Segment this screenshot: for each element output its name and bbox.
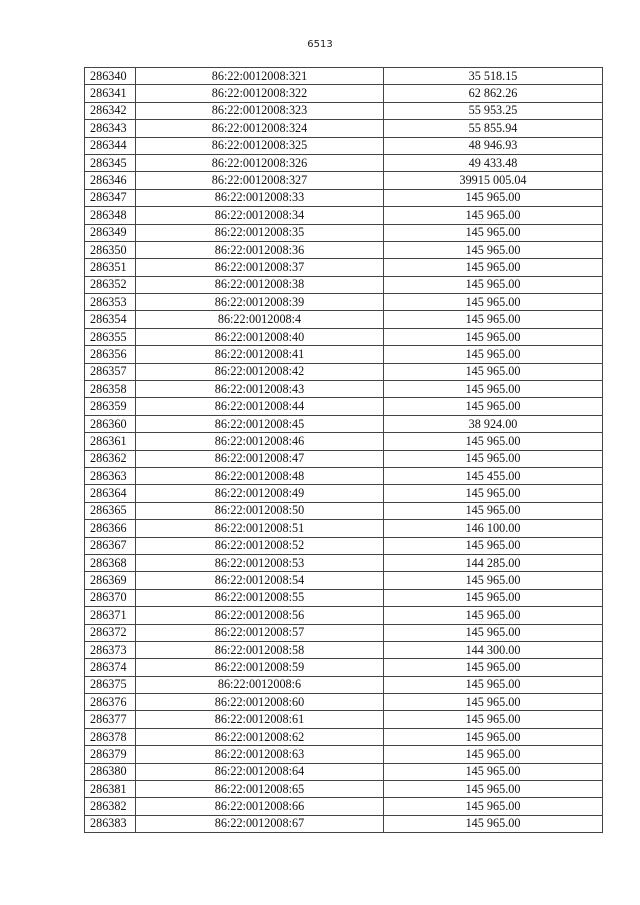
table-row: [85, 433, 603, 450]
table-row: [85, 346, 603, 363]
table-row: [85, 763, 603, 780]
cadastral-number-cell: 86:22:0012008:41: [136, 346, 384, 363]
cadastral-value-cell: 145 965.00: [384, 711, 603, 728]
row-id-cell: 286341: [85, 85, 136, 102]
row-id-cell: 286347: [85, 189, 136, 206]
cadastral-value-cell: 145 965.00: [384, 189, 603, 206]
cadastral-number-cell: 86:22:0012008:323: [136, 102, 384, 119]
cadastral-number-cell: 86:22:0012008:34: [136, 207, 384, 224]
cadastral-number-cell: 86:22:0012008:49: [136, 485, 384, 502]
cadastral-value-cell: 145 965.00: [384, 624, 603, 641]
table-row: [85, 189, 603, 206]
row-id-cell: 286365: [85, 502, 136, 519]
table-row: [85, 572, 603, 589]
table-row: [85, 728, 603, 745]
row-id-cell: 286380: [85, 763, 136, 780]
cadastral-value-cell: 145 965.00: [384, 607, 603, 624]
table-row: [85, 711, 603, 728]
row-id-cell: 286362: [85, 450, 136, 467]
table-row: [85, 781, 603, 798]
table-row: [85, 276, 603, 293]
table-row: [85, 259, 603, 276]
cadastral-value-cell: 48 946.93: [384, 137, 603, 154]
cadastral-value-cell: 145 965.00: [384, 798, 603, 815]
row-id-cell: 286361: [85, 433, 136, 450]
table-row: [85, 520, 603, 537]
row-id-cell: 286348: [85, 207, 136, 224]
table-row: [85, 450, 603, 467]
row-id-cell: 286346: [85, 172, 136, 189]
cadastral-number-cell: 86:22:0012008:39: [136, 294, 384, 311]
table-row: [85, 467, 603, 484]
row-id-cell: 286368: [85, 554, 136, 571]
cadastral-value-cell: 145 455.00: [384, 467, 603, 484]
cadastral-number-cell: 86:22:0012008:56: [136, 607, 384, 624]
table-row: [85, 154, 603, 171]
table-row: [85, 328, 603, 345]
cadastral-value-cell: 145 965.00: [384, 485, 603, 502]
cadastral-value-cell: 145 965.00: [384, 659, 603, 676]
cadastral-value-cell: 145 965.00: [384, 537, 603, 554]
cadastral-number-cell: 86:22:0012008:52: [136, 537, 384, 554]
table-row: [85, 659, 603, 676]
row-id-cell: 286381: [85, 781, 136, 798]
cadastral-number-cell: 86:22:0012008:55: [136, 589, 384, 606]
cadastral-number-cell: 86:22:0012008:57: [136, 624, 384, 641]
row-id-cell: 286359: [85, 398, 136, 415]
cadastral-number-cell: 86:22:0012008:54: [136, 572, 384, 589]
cadastral-value-cell: 145 965.00: [384, 728, 603, 745]
table-row: [85, 415, 603, 432]
cadastral-number-cell: 86:22:0012008:36: [136, 241, 384, 258]
table-row: [85, 485, 603, 502]
table-row: [85, 85, 603, 102]
row-id-cell: 286378: [85, 728, 136, 745]
row-id-cell: 286345: [85, 154, 136, 171]
table-row: [85, 363, 603, 380]
cadastral-value-cell: 145 965.00: [384, 294, 603, 311]
cadastral-number-cell: 86:22:0012008:43: [136, 381, 384, 398]
table-row: [85, 694, 603, 711]
table-row: [85, 589, 603, 606]
cadastral-value-cell: 145 965.00: [384, 381, 603, 398]
row-id-cell: 286360: [85, 415, 136, 432]
table-row: [85, 624, 603, 641]
row-id-cell: 286375: [85, 676, 136, 693]
table-row: [85, 607, 603, 624]
cadastral-number-cell: 86:22:0012008:59: [136, 659, 384, 676]
cadastral-value-cell: 145 965.00: [384, 694, 603, 711]
cadastral-value-cell: 145 965.00: [384, 589, 603, 606]
table-row: [85, 137, 603, 154]
cadastral-value-cell: 145 965.00: [384, 781, 603, 798]
row-id-cell: 286379: [85, 746, 136, 763]
row-id-cell: 286349: [85, 224, 136, 241]
cadastral-number-cell: 86:22:0012008:67: [136, 815, 384, 832]
cadastral-number-cell: 86:22:0012008:51: [136, 520, 384, 537]
table-row: [85, 815, 603, 832]
row-id-cell: 286377: [85, 711, 136, 728]
cadastral-value-cell: 145 965.00: [384, 346, 603, 363]
cadastral-number-cell: 86:22:0012008:326: [136, 154, 384, 171]
cadastral-value-cell: 55 855.94: [384, 120, 603, 137]
cadastral-number-cell: 86:22:0012008:45: [136, 415, 384, 432]
cadastral-number-cell: 86:22:0012008:40: [136, 328, 384, 345]
row-id-cell: 286372: [85, 624, 136, 641]
cadastral-value-cell: 39915 005.04: [384, 172, 603, 189]
cadastral-value-table: [84, 67, 603, 833]
row-id-cell: 286357: [85, 363, 136, 380]
cadastral-value-cell: 145 965.00: [384, 433, 603, 450]
table-row: [85, 502, 603, 519]
row-id-cell: 286376: [85, 694, 136, 711]
table-body: [85, 68, 603, 833]
cadastral-value-cell: 145 965.00: [384, 259, 603, 276]
cadastral-value-cell: 145 965.00: [384, 763, 603, 780]
cadastral-number-cell: 86:22:0012008:38: [136, 276, 384, 293]
cadastral-number-cell: 86:22:0012008:64: [136, 763, 384, 780]
cadastral-number-cell: 86:22:0012008:37: [136, 259, 384, 276]
table-row: [85, 68, 603, 85]
cadastral-number-cell: 86:22:0012008:63: [136, 746, 384, 763]
cadastral-number-cell: 86:22:0012008:47: [136, 450, 384, 467]
row-id-cell: 286383: [85, 815, 136, 832]
table-row: [85, 398, 603, 415]
table-row: [85, 798, 603, 815]
cadastral-value-cell: 144 285.00: [384, 554, 603, 571]
cadastral-value-cell: 145 965.00: [384, 207, 603, 224]
table-row: [85, 207, 603, 224]
cadastral-value-cell: 145 965.00: [384, 328, 603, 345]
table-row: [85, 294, 603, 311]
cadastral-value-cell: 145 965.00: [384, 815, 603, 832]
row-id-cell: 286373: [85, 641, 136, 658]
table-row: [85, 120, 603, 137]
cadastral-value-cell: 145 965.00: [384, 311, 603, 328]
table-row: [85, 241, 603, 258]
cadastral-value-cell: 145 965.00: [384, 450, 603, 467]
table-row: [85, 746, 603, 763]
cadastral-number-cell: 86:22:0012008:42: [136, 363, 384, 380]
row-id-cell: 286350: [85, 241, 136, 258]
cadastral-number-cell: 86:22:0012008:53: [136, 554, 384, 571]
cadastral-number-cell: 86:22:0012008:35: [136, 224, 384, 241]
cadastral-value-cell: 145 965.00: [384, 241, 603, 258]
cadastral-number-cell: 86:22:0012008:62: [136, 728, 384, 745]
row-id-cell: 286358: [85, 381, 136, 398]
cadastral-number-cell: 86:22:0012008:48: [136, 467, 384, 484]
table-row: [85, 641, 603, 658]
row-id-cell: 286364: [85, 485, 136, 502]
row-id-cell: 286371: [85, 607, 136, 624]
cadastral-number-cell: 86:22:0012008:325: [136, 137, 384, 154]
row-id-cell: 286363: [85, 467, 136, 484]
cadastral-number-cell: 86:22:0012008:66: [136, 798, 384, 815]
cadastral-value-cell: 144 300.00: [384, 641, 603, 658]
cadastral-value-cell: 55 953.25: [384, 102, 603, 119]
row-id-cell: 286344: [85, 137, 136, 154]
table-row: [85, 172, 603, 189]
row-id-cell: 286369: [85, 572, 136, 589]
cadastral-value-cell: 145 965.00: [384, 398, 603, 415]
table-row: [85, 676, 603, 693]
cadastral-value-cell: 145 965.00: [384, 572, 603, 589]
row-id-cell: 286356: [85, 346, 136, 363]
cadastral-number-cell: 86:22:0012008:61: [136, 711, 384, 728]
cadastral-value-cell: 49 433.48: [384, 154, 603, 171]
page-number: 6513: [307, 39, 333, 50]
table-row: [85, 381, 603, 398]
row-id-cell: 286353: [85, 294, 136, 311]
cadastral-value-cell: 38 924.00: [384, 415, 603, 432]
cadastral-value-cell: 35 518.15: [384, 68, 603, 85]
cadastral-number-cell: 86:22:0012008:327: [136, 172, 384, 189]
cadastral-value-cell: 145 965.00: [384, 502, 603, 519]
cadastral-number-cell: 86:22:0012008:46: [136, 433, 384, 450]
cadastral-value-cell: 146 100.00: [384, 520, 603, 537]
cadastral-number-cell: 86:22:0012008:65: [136, 781, 384, 798]
table-row: [85, 311, 603, 328]
row-id-cell: 286351: [85, 259, 136, 276]
row-id-cell: 286354: [85, 311, 136, 328]
cadastral-number-cell: 86:22:0012008:322: [136, 85, 384, 102]
cadastral-number-cell: 86:22:0012008:58: [136, 641, 384, 658]
cadastral-value-cell: 62 862.26: [384, 85, 603, 102]
cadastral-value-cell: 145 965.00: [384, 746, 603, 763]
cadastral-value-cell: 145 965.00: [384, 676, 603, 693]
cadastral-number-cell: 86:22:0012008:33: [136, 189, 384, 206]
cadastral-number-cell: 86:22:0012008:60: [136, 694, 384, 711]
table-row: [85, 224, 603, 241]
cadastral-value-cell: 145 965.00: [384, 224, 603, 241]
row-id-cell: 286340: [85, 68, 136, 85]
cadastral-number-cell: 86:22:0012008:6: [136, 676, 384, 693]
cadastral-number-cell: 86:22:0012008:321: [136, 68, 384, 85]
cadastral-number-cell: 86:22:0012008:50: [136, 502, 384, 519]
row-id-cell: 286355: [85, 328, 136, 345]
row-id-cell: 286352: [85, 276, 136, 293]
row-id-cell: 286343: [85, 120, 136, 137]
cadastral-value-cell: 145 965.00: [384, 363, 603, 380]
cadastral-number-cell: 86:22:0012008:324: [136, 120, 384, 137]
table-row: [85, 554, 603, 571]
table-row: [85, 537, 603, 554]
cadastral-number-cell: 86:22:0012008:44: [136, 398, 384, 415]
row-id-cell: 286374: [85, 659, 136, 676]
cadastral-value-cell: 145 965.00: [384, 276, 603, 293]
row-id-cell: 286366: [85, 520, 136, 537]
table-row: [85, 102, 603, 119]
row-id-cell: 286382: [85, 798, 136, 815]
row-id-cell: 286342: [85, 102, 136, 119]
row-id-cell: 286367: [85, 537, 136, 554]
cadastral-number-cell: 86:22:0012008:4: [136, 311, 384, 328]
row-id-cell: 286370: [85, 589, 136, 606]
